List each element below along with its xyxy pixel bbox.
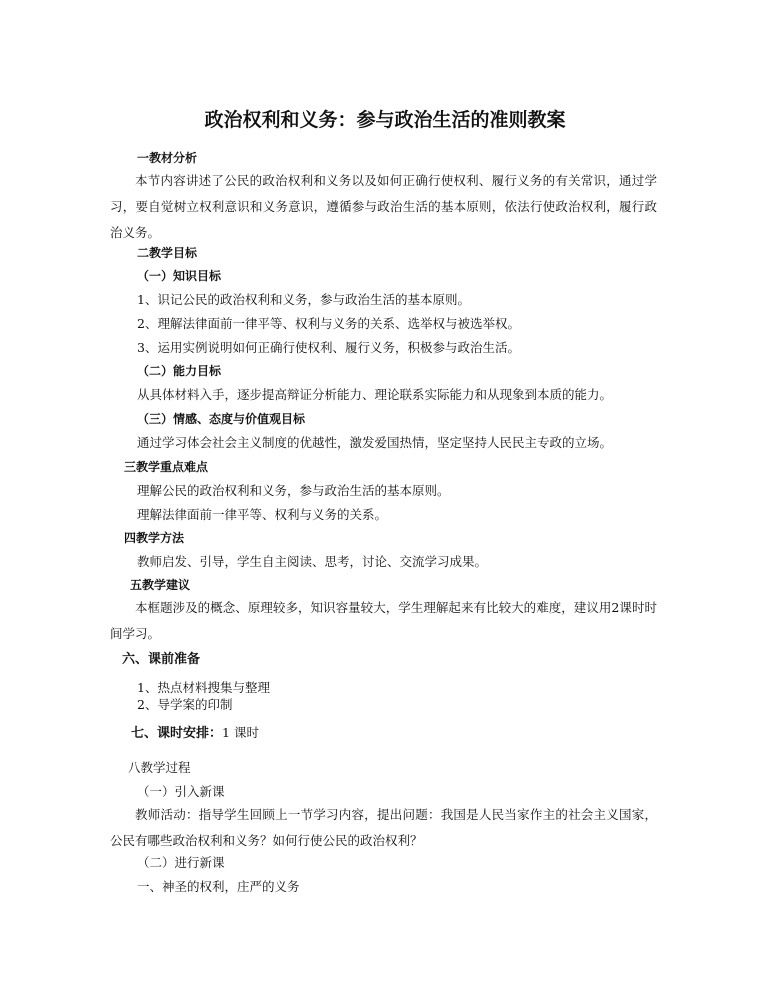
section-heading-teaching-methods: 四教学方法 [124,531,185,545]
page-title: 政治权利和义务：参与政治生活的准则教案 [204,109,566,131]
knowledge-goal-item: 2、理解法律面前一律平等、权利与义务的关系、选举权与被选举权。 [137,316,520,331]
section-heading-preparation: 六、课前准备 [122,652,201,667]
section-heading-key-points: 三教学重点难点 [124,460,209,474]
subheading-knowledge-goals: （一）知识目标 [137,269,222,283]
teacher-activity-paragraph: 教师活动：指导学生回顾上一节学习内容，提出问题：我国是人民当家作主的社会主义国家，公民有哪些政治权利和义务？如何行使公民的政治权利？ [110,807,657,848]
section-heading-class-hours: 七、课时安排： [131,726,223,741]
subheading-introduction: （一）引入新课 [137,784,225,799]
preparation-item: 1、热点材料搜集与整理 [137,680,270,695]
subheading-ability-goals: （二）能力目标 [137,364,222,378]
section-heading-teaching-process: 八教学过程 [128,760,191,775]
class-hours-value: 1 课时 [222,725,259,740]
emotion-goal-text: 通过学习体会社会主义制度的优越性，激发爱国热情，坚定坚持人民民主专政的立场。 [137,435,613,450]
key-point-line: 理解法律面前一律平等、权利与义务的关系。 [137,507,388,522]
teaching-suggestions-paragraph: 本框题涉及的概念、原理较多，知识容量较大，学生理解起来有比较大的难度，建议用2课时时间学习。 [110,600,657,641]
class-hours-row [131,725,259,742]
preparation-item: 2、导学案的印制 [137,697,233,712]
lesson-topic-line: 一、神圣的权利，庄严的义务 [137,879,300,894]
section-heading-material-analysis: 一教材分析 [137,151,198,165]
key-point-line: 理解公民的政治权利和义务，参与政治生活的基本原则。 [137,483,450,498]
knowledge-goal-item: 1、识记公民的政治权利和义务，参与政治生活的基本原则。 [137,292,470,307]
teaching-methods-text: 教师启发、引导，学生自主阅读、思考，讨论、交流学习成果。 [137,554,488,569]
section-heading-teaching-suggestions: 五教学建议 [130,578,191,592]
section-heading-teaching-goals: 二教学目标 [137,246,198,260]
subheading-emotion-goals: （三）情感、态度与价值观目标 [137,412,306,426]
ability-goal-text: 从具体材料入手，逐步提高辩证分析能力、理论联系实际能力和从现象到本质的能力。 [137,387,613,402]
knowledge-goal-item: 3、运用实例说明如何正确行使权利、履行义务，积极参与政治生活。 [137,340,520,355]
subheading-new-lesson: （二）进行新课 [137,855,225,870]
material-analysis-paragraph: 本节内容讲述了公民的政治权利和义务以及如何正确行使权利、履行义务的有关常识，通过学习，要自觉树立权利意识和义务意识，遵循参与政治生活的基本原则，依法行使政治权利，履行政治义务。 [110,173,657,240]
